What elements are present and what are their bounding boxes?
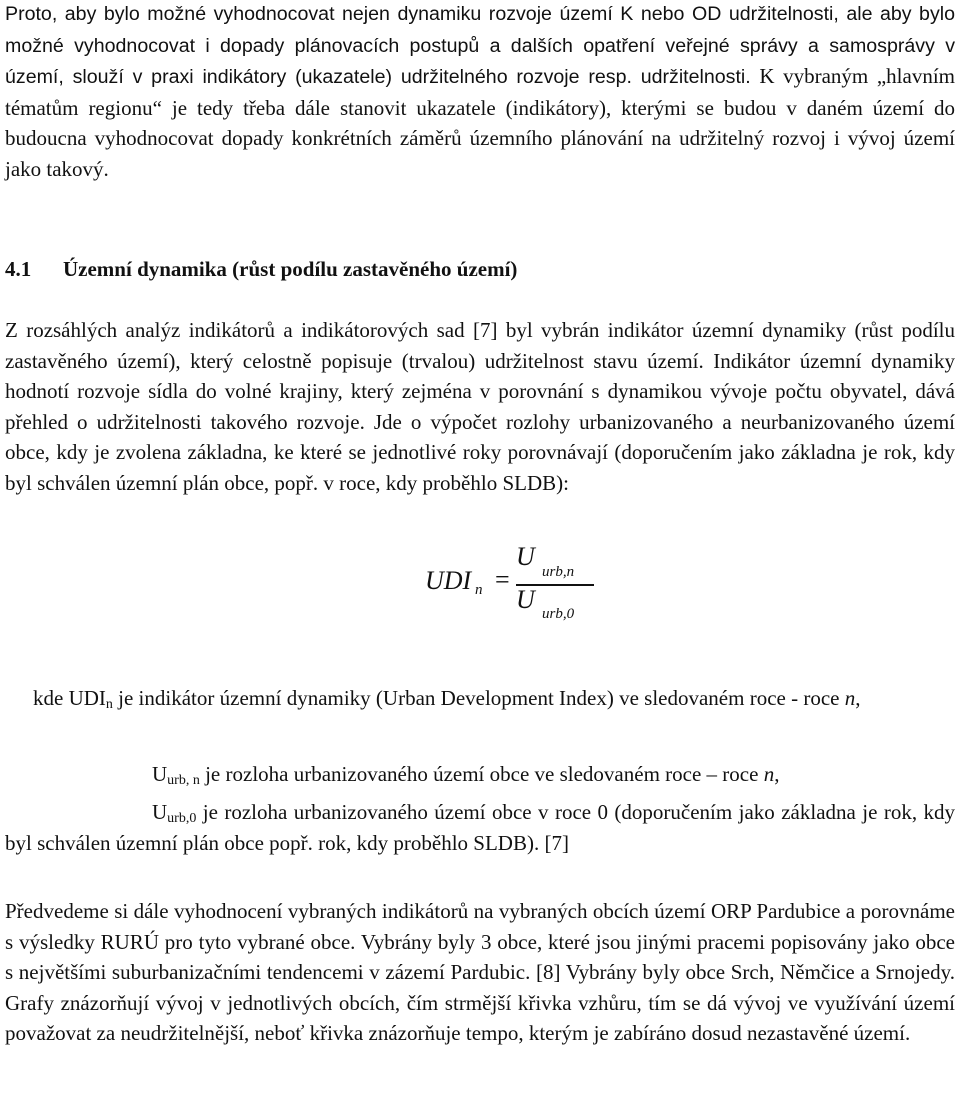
formula-lhs: UDI: [425, 566, 472, 595]
definition-urb-n: [152, 759, 955, 790]
def1-italic: n: [844, 686, 856, 710]
formula-denominator-subscript: urb,0: [542, 606, 575, 622]
definition-urb-0: [5, 797, 955, 858]
def2-text: je rozloha urbanizovaného území obce ve sledovaném roce – roce: [199, 762, 764, 786]
section-paragraph: Z rozsáhlých analýz indikátorů a indikátorových sad [7] byl vybrán indikátor územní dynamiky (růst podílu zastavěného území), který celostně popisuje (trvalou) udržitelnost stavu území. Indikátor územní dynamiky hodnotí rozvoje sídla do volné krajiny, který zejména v porovnání s dynamikou vývoje počtu obyvatel, dává přehled o udržitelnosti takového rozvoje. Jde o výpočet rozlohy urbanizovaného a neurbanizovaného území obce, kdy je zvolena základna, ke které se jednotlivé roky porovnávají (doporučením jako základna je rok, kdy byl schválen územní plán obce, popř. v roce, kdy proběhlo SLDB):: [5, 318, 955, 495]
def1-subscript: n: [105, 697, 113, 712]
section-title: Územní dynamika (růst podílu zastavěného území): [63, 257, 518, 281]
section-heading: [5, 257, 517, 282]
formula-denominator: U: [516, 585, 535, 614]
def1-end: ,: [855, 686, 861, 710]
final-paragraph: Předvedeme si dále vyhodnocení vybraných indikátorů na vybraných obcích území ORP Pardubice a porovnáme s výsledky RURÚ pro tyto vybrané obce. Vybrány byly 3 obce, které jsou jinými pracemi popisovány jako obce s největšími suburbanizačními tendencemi v zázemí Pardubic. [8] Vybrány byly obce Srch, Němčice a Srnojedy. Grafy znázorňují vývoj v jednotlivých obcích, čím strmější křivka vzhůru, tím se dá vývoj ve využívání území považovat za neudržitelnější, neboť křivka znázorňuje tempo, kterým je zabíráno dosud nezastavěné území.: [5, 899, 955, 1046]
def2-italic: n: [763, 762, 775, 786]
def3-prefix: U: [152, 800, 168, 824]
formula-numerator: U: [516, 542, 535, 571]
formula-lhs-subscript: n: [475, 582, 483, 598]
def3-text: je rozloha urbanizovaného území obce v roce 0 (doporučením jako základna je rok, kdy byl schválen územní plán obce popř. rok, kdy proběhlo SLDB). [7]: [5, 800, 955, 855]
intro-text-sans: Proto, aby bylo možné vyhodnocovat nejen dynamiku rozvoje území K nebo OD udržitelnosti, ale aby bylo možné vyhodnocovat i dopady plánovacích postupů a dalších opatření veřejné správy a samosprávy v území, slouží v praxi indikátory (ukazatele) udržitelného rozvoje resp. udržitelnosti.: [5, 3, 955, 89]
formula-numerator-subscript: urb,n: [542, 564, 575, 580]
def2-subscript: urb, n: [167, 773, 200, 788]
section-number: 4.1: [5, 257, 32, 281]
def3-subscript: urb,0: [167, 811, 197, 826]
intro-text-serif: K vybraným „hlavním tématům regionu“ je tedy třeba dále stanovit ukazatele (indikátory), kterými se budou v daném území do budoucna vyhodnocovat dopady konkrétních záměrů územního plánování na udržitelný rozvoj i vývoj území jako takový.: [5, 64, 956, 181]
def1-text: je indikátor územní dynamiky (Urban Development Index) ve sledovaném roce - roce: [112, 686, 845, 710]
formula-equals: =: [495, 565, 510, 594]
udi-formula: [425, 542, 605, 632]
def2-prefix: U: [152, 762, 168, 786]
def2-end: ,: [774, 762, 780, 786]
definition-udi: [5, 683, 955, 714]
intro-paragraph: [5, 0, 955, 185]
def1-prefix: kde UDI: [33, 686, 106, 710]
